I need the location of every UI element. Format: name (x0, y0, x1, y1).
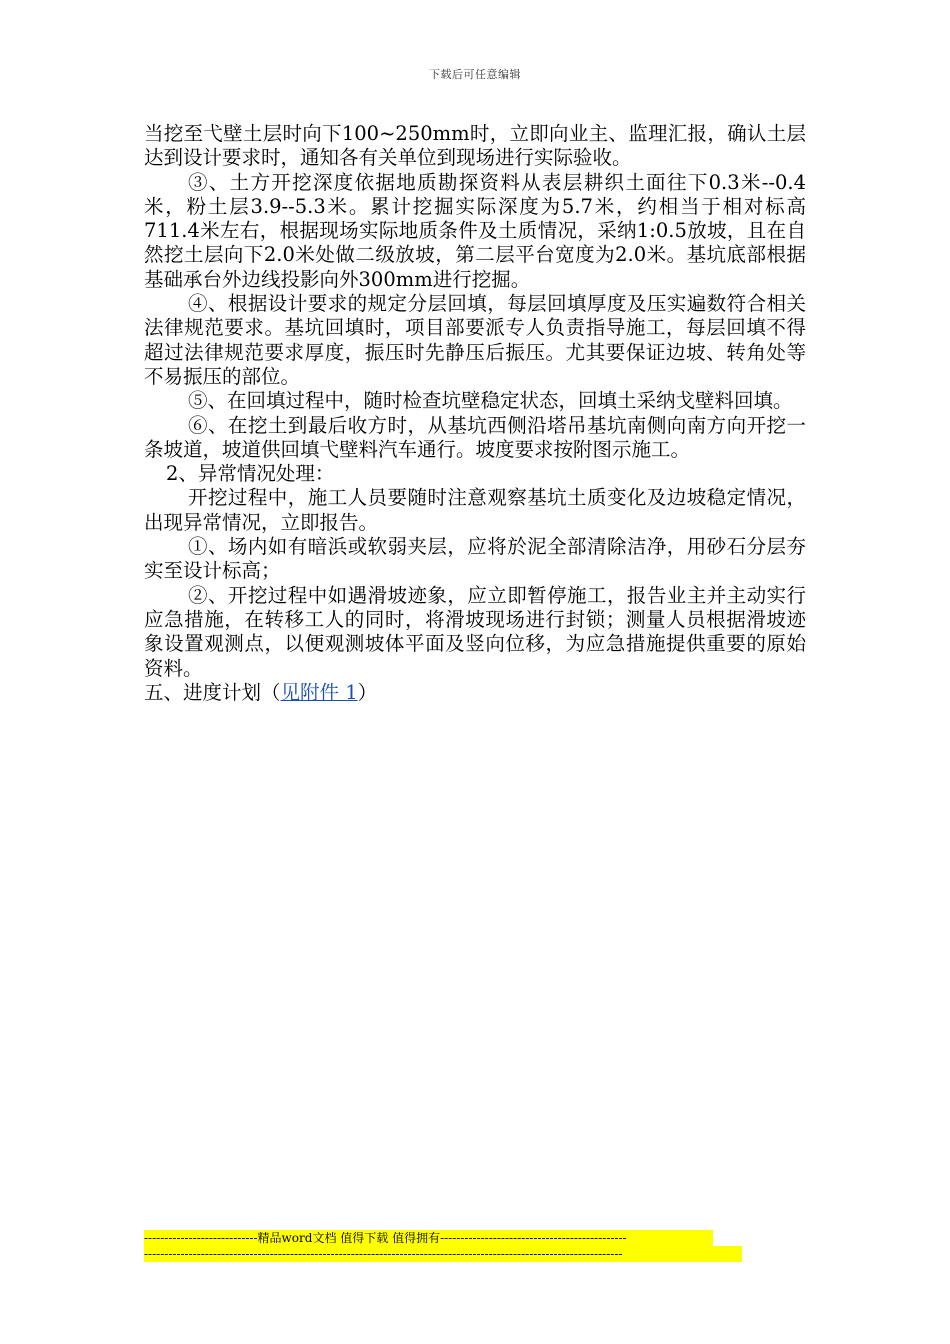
paragraph-item-3: ③、土方开挖深度依据地质勘探资料从表层耕织土面往下0.3米--0.4米，粉土层3.9--5.3米。累计挖掘实际深度为5.7米，约相当于相对标高711.4米左右，根据现场实际地质条件及土质情况，采纳1:0.5放坡，且在自然挖土层向下2.0米处做二级放坡，第二层平台宽度为2.0米。基坑底部根据基础承台外边线投影向外300mm进行挖掘。 (144, 170, 806, 291)
paragraph-item-4: ④、根据设计要求的规定分层回填，每层回填厚度及压实遍数符合相关法律规范要求。基坑回填时，项目部要派专人负责指导施工，每层回填不得超过法律规范要求厚度，振压时先静压后振压。尤其要保证边坡、转角处等不易振压的部位。 (144, 292, 806, 388)
paragraph-abnormal-2: ②、开挖过程中如遇滑坡迹象，应立即暂停施工，报告业主并主动实行应急措施，在转移工人的同时，将滑坡现场进行封锁；测量人员根据滑坡迹象设置观测点，以便观测坡体平面及竖向位移，为应急措施提供重要的原始资料。 (144, 583, 806, 680)
schedule-prefix: 五、进度计划（ (144, 680, 281, 704)
attachment-link[interactable]: 见附件 1 (280, 680, 358, 704)
schedule-suffix: ） (357, 680, 378, 704)
paragraph-abnormal-1: ①、场内如有暗浜或软弱夹层，应将於泥全部清除洁净，用砂石分层夯实至设计标高； (144, 535, 806, 583)
paragraph-continuation: 当挖至弋壁土层时向下100~250mm时，立即向业主、监理汇报，确认土层达到设计要求时，通知各有关单位到现场进行实际验收。 (144, 122, 806, 170)
paragraph-item-5: ⑤、在回填过程中，随时检查坑壁稳定状态，回填土采纳戈壁料回填。 (188, 389, 793, 413)
page-footer (144, 1230, 742, 1262)
footer-divider: ---------------------------------------------------------------------------------------------------------------------- (144, 1246, 742, 1262)
page-header: 下载后可任意编辑 (429, 68, 521, 81)
footer-banner: ----------------------------精品word文档 值得下载 值得拥有---------------------------------------------- (144, 1230, 713, 1246)
paragraph-item-6: ⑥、在挖土到最后收方时，从基坑西侧沿塔吊基坑南侧向南方向开挖一条坡道，坡道供回填弋壁料汽车通行。坡度要求按附图示施工。 (144, 413, 806, 461)
paragraph-abnormal-intro: 开挖过程中，施工人员要随时注意观察基坑土质变化及边坡稳定情况，出现异常情况，立即报告。 (144, 486, 806, 534)
document-body (144, 122, 806, 705)
section-heading-abnormal: 2、异常情况处理： (166, 462, 335, 486)
schedule-heading (144, 681, 806, 705)
